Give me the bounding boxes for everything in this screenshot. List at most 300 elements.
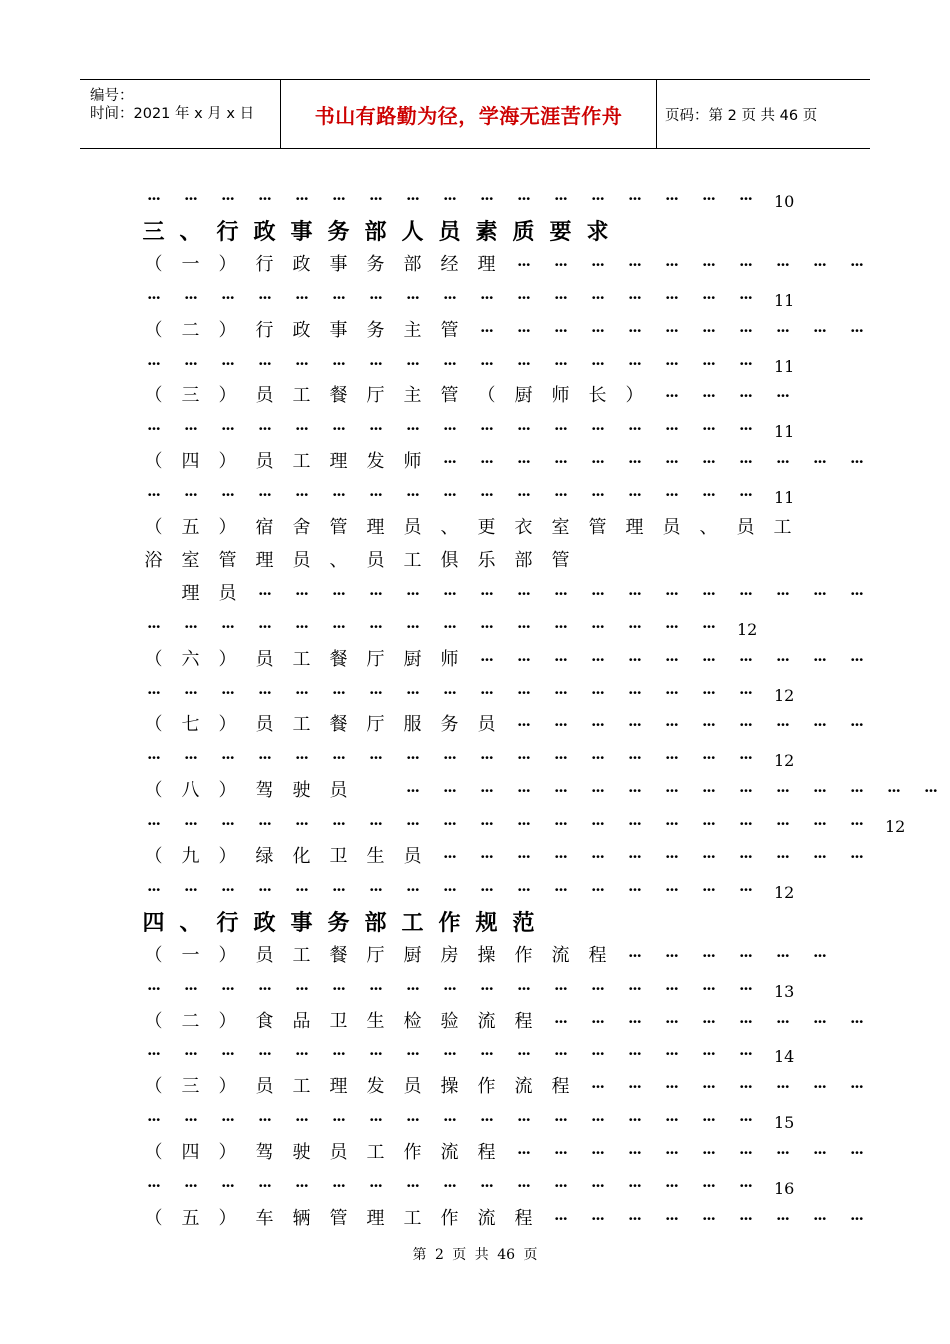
toc-char: ··· [406, 1045, 419, 1064]
toc-char: ··· [258, 749, 271, 768]
toc-char: ··· [480, 1045, 493, 1064]
toc-char: ··· [258, 190, 271, 208]
toc-leader-line [0, 349, 950, 379]
toc-char: ··· [665, 486, 678, 505]
toc-char: ··· [628, 815, 641, 834]
toc-char: 四 [181, 451, 200, 473]
toc-char: 理 [181, 582, 200, 604]
toc-char: ··· [665, 190, 678, 208]
toc-char: 工 [773, 517, 792, 538]
toc-char: 衣 [514, 517, 533, 538]
toc-char: ··· [517, 716, 530, 735]
toc-char: 浴 [144, 549, 163, 571]
toc-char: ··· [739, 584, 752, 603]
toc-char: 发 [366, 451, 385, 473]
toc-char: 卫 [329, 1010, 348, 1032]
toc-char: ··· [332, 288, 345, 307]
toc-char: ··· [739, 354, 752, 373]
toc-char: ··· [258, 880, 271, 899]
toc-char: ··· [850, 584, 863, 603]
toc-char: ··· [554, 288, 567, 307]
toc-char: 人 [401, 218, 424, 245]
toc-char: 工 [292, 451, 311, 473]
toc-char: ··· [591, 1209, 604, 1228]
toc-char: 员 [255, 714, 274, 736]
toc-char: ） [218, 1076, 237, 1098]
toc-char: ··· [406, 683, 419, 702]
toc-page-number: 12 [885, 817, 906, 837]
toc-char: ··· [221, 683, 234, 702]
toc-char: ··· [628, 1012, 641, 1031]
toc-char: ··· [369, 1177, 382, 1195]
toc-entry [0, 710, 950, 740]
toc-char: ··· [554, 420, 567, 439]
toc-char: ··· [628, 1177, 641, 1195]
toc-char: ··· [813, 946, 826, 965]
toc-leader-line [0, 414, 950, 444]
toc-char: 作 [403, 1142, 422, 1164]
toc-char: 事 [290, 909, 313, 936]
toc-char: ··· [517, 288, 530, 307]
toc-char: 理 [366, 1207, 385, 1229]
toc-char: 六 [181, 648, 200, 670]
toc-char: ··· [739, 946, 752, 965]
toc-char: ··· [443, 815, 456, 834]
toc-char: ··· [221, 815, 234, 834]
toc-char: 部 [403, 253, 422, 275]
toc-char: 乐 [477, 549, 496, 571]
toc-char: （ [144, 517, 163, 538]
toc-char: ··· [739, 486, 752, 505]
toc-char: ） [218, 1207, 237, 1229]
toc-char: ··· [554, 617, 567, 636]
toc-char: ··· [406, 1111, 419, 1130]
toc-char: ··· [517, 1144, 530, 1163]
toc-char: 工 [403, 549, 422, 571]
toc-char: ··· [665, 321, 678, 340]
toc-char: ··· [665, 815, 678, 834]
toc-char: ··· [628, 946, 641, 965]
toc-char: ··· [702, 584, 715, 603]
toc-char: ··· [184, 486, 197, 505]
toc-char: ··· [702, 255, 715, 274]
toc-char: 管 [440, 319, 459, 341]
toc-char: ··· [369, 749, 382, 768]
toc-char: ··· [406, 288, 419, 307]
toc-char: ··· [776, 453, 789, 472]
toc-char: ··· [850, 782, 863, 801]
toc-char: 车 [255, 1207, 274, 1229]
toc-char: ··· [628, 716, 641, 735]
toc-page-number: 15 [774, 1113, 795, 1133]
toc-char: 员 [403, 846, 422, 867]
toc-char: ··· [332, 190, 345, 208]
toc-char: ··· [739, 979, 752, 998]
toc-char: 主 [403, 385, 422, 407]
toc-char: ··· [628, 354, 641, 373]
toc-char: 餐 [329, 385, 348, 407]
toc-char: ··· [813, 584, 826, 603]
toc-char: ··· [480, 650, 493, 669]
toc-char: ） [218, 451, 237, 473]
toc-char: ··· [554, 190, 567, 208]
toc-char: ··· [739, 848, 752, 866]
toc-char: ··· [665, 288, 678, 307]
toc-char: ··· [517, 321, 530, 340]
toc-char: ··· [665, 650, 678, 669]
toc-char: ··· [221, 420, 234, 439]
toc-char: ··· [332, 617, 345, 636]
toc-char: ··· [147, 288, 160, 307]
toc-char: 工 [292, 648, 311, 670]
toc-char: ··· [628, 1144, 641, 1163]
toc-char: ） [218, 1010, 237, 1032]
toc-char: ··· [850, 1012, 863, 1031]
toc-char: ··· [628, 1078, 641, 1097]
toc-char: 事 [329, 319, 348, 341]
toc-char: 师 [440, 648, 459, 670]
toc-char: ··· [406, 880, 419, 899]
toc-char: 员 [255, 648, 274, 670]
toc-char: ··· [702, 782, 715, 801]
toc-entry [0, 645, 950, 675]
toc-char: ··· [406, 979, 419, 998]
toc-char: ··· [221, 880, 234, 899]
toc-char: ··· [591, 1012, 604, 1031]
toc-char: ··· [776, 1078, 789, 1097]
toc-char: ··· [554, 1177, 567, 1195]
toc-char: 作 [440, 1207, 459, 1229]
toc-char: ··· [628, 782, 641, 801]
toc-char: ··· [332, 1177, 345, 1195]
toc-char: ··· [369, 1111, 382, 1130]
toc-char: 行 [255, 319, 274, 341]
toc-page-number: 11 [774, 290, 795, 310]
toc-char: 俱 [440, 549, 459, 571]
toc-char: ··· [702, 880, 715, 899]
toc-char: ··· [480, 782, 493, 801]
toc-char: ··· [480, 979, 493, 998]
toc-char: ··· [554, 880, 567, 899]
toc-char: 事 [329, 253, 348, 275]
toc-char: ··· [850, 255, 863, 274]
toc-char: ··· [406, 486, 419, 505]
toc-char: ··· [147, 486, 160, 505]
toc-char: ··· [406, 815, 419, 834]
toc-char: 管 [551, 549, 570, 571]
toc-char: ··· [480, 683, 493, 702]
toc-char: ··· [295, 354, 308, 373]
toc-char: 驶 [292, 780, 311, 802]
toc-char: ··· [813, 1012, 826, 1031]
toc-entry [0, 250, 950, 280]
toc-char: 生 [366, 846, 385, 867]
toc-char: ··· [739, 321, 752, 340]
toc-char: ··· [591, 255, 604, 274]
toc-leader-line [0, 1039, 950, 1069]
toc-char: ··· [665, 387, 678, 406]
toc-char: 员 [662, 517, 681, 538]
toc-entry [0, 1007, 950, 1037]
toc-entry [0, 579, 950, 609]
toc-char: 绿 [255, 846, 274, 867]
toc-char: ··· [702, 1209, 715, 1228]
toc-char: ··· [258, 815, 271, 834]
toc-char: ··· [665, 716, 678, 735]
toc-char: ··· [628, 848, 641, 866]
toc-char: ··· [665, 420, 678, 439]
toc-char: ··· [665, 1045, 678, 1064]
toc-char: ··· [295, 1111, 308, 1130]
toc-char: 五 [181, 517, 200, 538]
toc-page-number: 13 [774, 981, 795, 1001]
toc-char: ··· [369, 880, 382, 899]
toc-char: ··· [591, 1045, 604, 1064]
toc-char: 作 [514, 944, 533, 966]
toc-leader-line [0, 875, 950, 905]
toc-char: 员 [329, 780, 348, 802]
toc-char: ··· [591, 453, 604, 472]
toc-char: 室 [551, 517, 570, 538]
toc-char: ··· [628, 584, 641, 603]
toc-char: 质 [512, 218, 535, 245]
toc-char: ··· [776, 321, 789, 340]
toc-char: 程 [551, 1076, 570, 1098]
toc-char: ··· [702, 1144, 715, 1163]
toc-char: ··· [739, 420, 752, 439]
toc-char: 员 [403, 1076, 422, 1098]
toc-char: 驶 [292, 1142, 311, 1164]
toc-char: ··· [369, 354, 382, 373]
toc-char: ··· [739, 880, 752, 899]
toc-char: 部 [364, 909, 387, 936]
toc-char: ··· [258, 584, 271, 603]
toc-char: ··· [221, 1111, 234, 1130]
toc-char: ··· [665, 880, 678, 899]
toc-char: ··· [517, 1177, 530, 1195]
toc-leader-line [0, 283, 950, 313]
toc-char: ··· [628, 1045, 641, 1064]
toc-char: 政 [292, 253, 311, 275]
toc-leader-line [0, 612, 950, 642]
toc-char: ··· [813, 321, 826, 340]
toc-char: ··· [739, 1111, 752, 1130]
toc-char: ··· [517, 190, 530, 208]
toc-char: ··· [776, 815, 789, 834]
toc-leader-line [0, 184, 950, 214]
toc-char: 要 [549, 218, 572, 245]
toc-char: ··· [147, 1177, 160, 1195]
toc-char: ··· [554, 1209, 567, 1228]
toc-char: 三 [142, 218, 165, 245]
toc-char: （ [144, 253, 163, 275]
toc-char: 部 [364, 218, 387, 245]
toc-char: ··· [517, 683, 530, 702]
toc-char: ··· [591, 1177, 604, 1195]
toc-char: ··· [221, 1045, 234, 1064]
toc-char: 政 [253, 218, 276, 245]
toc-char: ··· [702, 716, 715, 735]
toc-char: 驾 [255, 780, 274, 802]
toc-char: ··· [406, 420, 419, 439]
toc-char: ··· [332, 880, 345, 899]
toc-char: ··· [406, 782, 419, 801]
toc-char: 餐 [329, 714, 348, 736]
toc-char: 理 [329, 1076, 348, 1098]
toc-char: 卫 [329, 846, 348, 867]
header-page-info: 页码：第 2 页 共 46 页 [665, 107, 818, 124]
toc-char: 验 [440, 1010, 459, 1032]
toc-char: ··· [147, 749, 160, 768]
toc-char: ··· [258, 486, 271, 505]
toc-char: ） [218, 846, 237, 867]
toc-char: ··· [628, 683, 641, 702]
toc-page-number: 16 [774, 1179, 795, 1198]
toc-char: 务 [327, 218, 350, 245]
toc-char: 员 [255, 1076, 274, 1098]
toc-char: ··· [147, 354, 160, 373]
toc-char: （ [144, 1207, 163, 1229]
toc-char: ··· [739, 815, 752, 834]
toc-char: ··· [332, 815, 345, 834]
toc-char: ··· [665, 848, 678, 866]
toc-char: ··· [776, 255, 789, 274]
toc-entry [0, 776, 950, 806]
toc-char: ··· [554, 1144, 567, 1163]
toc-char: ··· [591, 1144, 604, 1163]
toc-char: 七 [181, 714, 200, 736]
toc-char: ··· [591, 1111, 604, 1130]
toc-char: ··· [776, 716, 789, 735]
toc-char: ··· [702, 354, 715, 373]
toc-char: ··· [702, 617, 715, 636]
toc-char: （ [144, 846, 163, 867]
toc-char: ··· [665, 354, 678, 373]
toc-char: ··· [628, 979, 641, 998]
toc-char: 员 [477, 714, 496, 736]
toc-char: 范 [512, 909, 535, 936]
toc-char: ··· [813, 782, 826, 801]
toc-char: ··· [221, 486, 234, 505]
toc-char: 二 [181, 1010, 200, 1032]
toc-char: 、 [179, 909, 202, 936]
toc-char: 务 [327, 909, 350, 936]
toc-char: 员 [438, 218, 461, 245]
toc-char: ··· [665, 255, 678, 274]
toc-char: ··· [369, 486, 382, 505]
toc-char: ··· [258, 683, 271, 702]
toc-char: ··· [184, 190, 197, 208]
toc-char: 四 [142, 909, 165, 936]
toc-char: 流 [551, 944, 570, 966]
toc-char: ··· [776, 946, 789, 965]
toc-char: ··· [443, 486, 456, 505]
toc-char: ··· [443, 782, 456, 801]
toc-char: 五 [181, 1207, 200, 1229]
toc-char: ··· [221, 1177, 234, 1195]
toc-char: 主 [403, 319, 422, 341]
toc-char: ··· [295, 190, 308, 208]
toc-char: ··· [665, 453, 678, 472]
toc-char: ··· [739, 288, 752, 307]
toc-char: 理 [366, 517, 385, 538]
toc-char: ··· [258, 420, 271, 439]
toc-char: ··· [702, 683, 715, 702]
toc-char: ··· [147, 420, 160, 439]
toc-char: ··· [628, 880, 641, 899]
toc-char: ··· [295, 617, 308, 636]
toc-char: 厨 [514, 385, 533, 407]
header-number-label: 编号： [90, 88, 134, 104]
toc-char: 操 [477, 944, 496, 966]
toc-char: ··· [147, 979, 160, 998]
toc-char: ··· [258, 354, 271, 373]
toc-char: 操 [440, 1076, 459, 1098]
toc-char: ··· [665, 1144, 678, 1163]
toc-char: ··· [776, 387, 789, 406]
toc-char: ） [218, 1142, 237, 1164]
toc-char: 、 [179, 218, 202, 245]
toc-entry [0, 513, 950, 543]
toc-char: 理 [255, 549, 274, 571]
toc-char: （ [144, 944, 163, 966]
toc-char: 驾 [255, 1142, 274, 1164]
toc-char: ··· [443, 190, 456, 208]
toc-char: 工 [401, 909, 424, 936]
toc-page-number: 11 [774, 356, 795, 376]
toc-char: ··· [628, 1209, 641, 1228]
toc-char: ··· [517, 782, 530, 801]
toc-char: ··· [850, 1209, 863, 1228]
toc-char: ··· [184, 1177, 197, 1195]
toc-char: ··· [443, 584, 456, 603]
toc-char: （ [144, 385, 163, 407]
toc-char: ··· [702, 979, 715, 998]
toc-char: 、 [329, 549, 348, 571]
toc-char: ··· [295, 420, 308, 439]
toc-char: ··· [332, 486, 345, 505]
toc-char: 理 [625, 517, 644, 538]
toc-char: 工 [403, 1207, 422, 1229]
toc-char: ··· [591, 880, 604, 899]
toc-char: 师 [551, 385, 570, 407]
toc-char: ··· [813, 815, 826, 834]
toc-char: 程 [514, 1010, 533, 1032]
toc-char: ··· [739, 782, 752, 801]
toc-char: ··· [480, 1177, 493, 1195]
toc-char: 作 [438, 909, 461, 936]
toc-char: ··· [517, 880, 530, 899]
toc-char: ··· [517, 650, 530, 669]
toc-char: ··· [554, 1111, 567, 1130]
toc-char: ··· [295, 815, 308, 834]
toc-char: ··· [184, 1045, 197, 1064]
toc-entry [0, 1138, 950, 1168]
toc-page-number: 10 [774, 192, 795, 211]
toc-char: 厅 [366, 944, 385, 966]
toc-char: ··· [813, 255, 826, 274]
toc-char: ··· [480, 749, 493, 768]
toc-char: ··· [813, 453, 826, 472]
toc-char: ··· [554, 749, 567, 768]
toc-char: 流 [440, 1142, 459, 1164]
toc-char: ··· [591, 420, 604, 439]
toc-char: ··· [702, 321, 715, 340]
toc-char: ··· [665, 1078, 678, 1097]
toc-char: ··· [554, 650, 567, 669]
toc-char: ··· [591, 782, 604, 801]
toc-char: 三 [181, 385, 200, 407]
